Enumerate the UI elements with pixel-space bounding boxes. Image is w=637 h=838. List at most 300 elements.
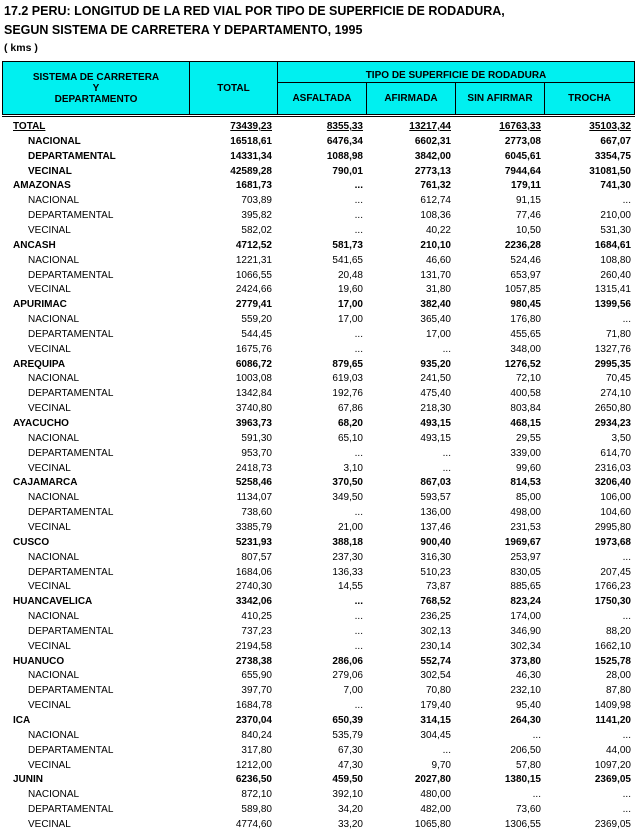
afirmada-cell: 218,30 bbox=[420, 403, 451, 415]
row-label: DEPARTAMENTAL bbox=[28, 744, 114, 756]
afirmada-cell: 1065,80 bbox=[414, 818, 451, 830]
row-label: NACIONAL bbox=[28, 611, 80, 623]
total-cell: 3342,06 bbox=[235, 596, 272, 608]
afirmada-cell: 493,15 bbox=[420, 432, 451, 444]
total-cell: 395,82 bbox=[241, 210, 272, 222]
table-subtitle: SEGUN SISTEMA DE CARRETERA Y DEPARTAMENTO, 1995 bbox=[4, 23, 363, 37]
afirmada-cell: 480,00 bbox=[420, 789, 451, 801]
table-row bbox=[0, 475, 637, 490]
trocha-cell: 1097,20 bbox=[594, 759, 631, 771]
trocha-cell: ... bbox=[622, 789, 631, 801]
afirmada-cell: ... bbox=[442, 744, 451, 756]
trocha-cell: 1409,98 bbox=[594, 700, 631, 712]
asfaltada-cell: 68,20 bbox=[337, 418, 363, 429]
trocha-cell: ... bbox=[622, 611, 631, 623]
row-label: DEPARTAMENTAL bbox=[28, 269, 114, 281]
table-row bbox=[0, 268, 637, 283]
trocha-cell: 1525,78 bbox=[594, 655, 631, 667]
trocha-cell: 31081,50 bbox=[589, 165, 631, 177]
header-sin-afirmar: SIN AFIRMAR bbox=[455, 82, 545, 115]
sin-afirmar-cell: 85,00 bbox=[515, 492, 541, 504]
sin-afirmar-cell: 498,00 bbox=[510, 507, 541, 519]
asfaltada-cell: 8355,33 bbox=[326, 121, 363, 132]
total-cell: 589,80 bbox=[241, 804, 272, 816]
sin-afirmar-cell: 823,24 bbox=[510, 596, 541, 608]
trocha-cell: ... bbox=[622, 804, 631, 816]
row-label: AMAZONAS bbox=[13, 180, 71, 192]
asfaltada-cell: 879,65 bbox=[332, 358, 363, 370]
row-label: TOTAL bbox=[13, 121, 46, 132]
sin-afirmar-cell: 10,50 bbox=[515, 224, 541, 236]
total-cell: 6086,72 bbox=[235, 358, 272, 370]
sin-afirmar-cell: 346,90 bbox=[510, 625, 541, 637]
trocha-cell: 104,60 bbox=[600, 507, 631, 519]
table-row bbox=[0, 520, 637, 535]
row-label: DEPARTAMENTAL bbox=[28, 150, 116, 162]
table-row bbox=[0, 178, 637, 193]
asfaltada-cell: ... bbox=[354, 447, 363, 459]
sin-afirmar-cell: 174,00 bbox=[510, 611, 541, 623]
total-cell: 410,25 bbox=[241, 611, 272, 623]
total-cell: 16518,61 bbox=[230, 135, 272, 147]
header-total: TOTAL bbox=[189, 61, 278, 115]
afirmada-cell: 510,23 bbox=[420, 566, 451, 578]
row-label: NACIONAL bbox=[28, 195, 80, 207]
table-row bbox=[0, 728, 637, 743]
table-row bbox=[0, 743, 637, 758]
trocha-cell: 2650,80 bbox=[594, 403, 631, 415]
asfaltada-cell: 14,55 bbox=[337, 581, 363, 593]
total-cell: 2740,30 bbox=[235, 581, 272, 593]
table-row bbox=[0, 609, 637, 624]
asfaltada-cell: 392,10 bbox=[332, 789, 363, 801]
total-cell: 1681,73 bbox=[235, 180, 272, 192]
sin-afirmar-cell: 1276,52 bbox=[504, 358, 541, 370]
afirmada-cell: 40,22 bbox=[425, 224, 451, 236]
total-cell: 738,60 bbox=[241, 507, 272, 519]
row-label: DEPARTAMENTAL bbox=[28, 566, 114, 578]
sin-afirmar-cell: 1057,85 bbox=[504, 284, 541, 296]
asfaltada-cell: 349,50 bbox=[332, 492, 363, 504]
trocha-cell: 3,50 bbox=[611, 432, 631, 444]
total-cell: 397,70 bbox=[241, 685, 272, 697]
row-label: DEPARTAMENTAL bbox=[28, 447, 114, 459]
afirmada-cell: 131,70 bbox=[420, 269, 451, 281]
asfaltada-cell: 67,86 bbox=[337, 403, 363, 415]
table-row bbox=[0, 505, 637, 520]
trocha-cell: 71,80 bbox=[605, 328, 631, 340]
row-label: NACIONAL bbox=[28, 314, 80, 326]
row-label: DEPARTAMENTAL bbox=[28, 210, 114, 222]
header-sistema: SISTEMA DE CARRETERA Y DEPARTAMENTO bbox=[2, 61, 190, 115]
afirmada-cell: 230,14 bbox=[420, 640, 451, 652]
trocha-cell: 274,10 bbox=[600, 388, 631, 400]
trocha-cell: 1766,23 bbox=[594, 581, 631, 593]
sin-afirmar-cell: 206,50 bbox=[510, 744, 541, 756]
afirmada-cell: 3842,00 bbox=[414, 150, 451, 162]
sin-afirmar-cell: 373,80 bbox=[510, 655, 541, 667]
table-row bbox=[0, 223, 637, 238]
asfaltada-cell: ... bbox=[354, 640, 363, 652]
trocha-cell: 1973,68 bbox=[594, 536, 631, 548]
row-label: APURIMAC bbox=[13, 299, 67, 311]
asfaltada-cell: 581,73 bbox=[332, 239, 363, 251]
afirmada-cell: 137,46 bbox=[420, 521, 451, 533]
trocha-cell: 108,80 bbox=[600, 254, 631, 266]
afirmada-cell: 70,80 bbox=[425, 685, 451, 697]
total-cell: 2194,58 bbox=[235, 640, 272, 652]
afirmada-cell: 73,87 bbox=[425, 581, 451, 593]
trocha-cell: ... bbox=[622, 195, 631, 207]
header-afirmada: AFIRMADA bbox=[366, 82, 456, 115]
table-row bbox=[0, 238, 637, 253]
trocha-cell: 3206,40 bbox=[594, 477, 631, 489]
total-cell: 1342,84 bbox=[235, 388, 272, 400]
row-label: CAJAMARCA bbox=[13, 477, 78, 489]
afirmada-cell: 179,40 bbox=[420, 700, 451, 712]
afirmada-cell: 552,74 bbox=[420, 655, 451, 667]
sin-afirmar-cell: 99,60 bbox=[515, 462, 541, 474]
sin-afirmar-cell: 95,40 bbox=[515, 700, 541, 712]
row-label: JUNIN bbox=[13, 774, 44, 786]
asfaltada-cell: 47,30 bbox=[337, 759, 363, 771]
table-row bbox=[0, 490, 637, 505]
asfaltada-cell: 33,20 bbox=[337, 818, 363, 830]
afirmada-cell: 2027,80 bbox=[414, 774, 451, 786]
asfaltada-cell: 65,10 bbox=[337, 432, 363, 444]
afirmada-cell: 761,32 bbox=[420, 180, 451, 192]
row-label: VECINAL bbox=[28, 165, 72, 177]
asfaltada-cell: ... bbox=[354, 224, 363, 236]
table-row bbox=[0, 698, 637, 713]
table-row bbox=[0, 461, 637, 476]
row-label: VECINAL bbox=[28, 818, 71, 830]
trocha-cell: 2369,05 bbox=[594, 774, 631, 786]
total-cell: 6236,50 bbox=[235, 774, 272, 786]
asfaltada-cell: 286,06 bbox=[332, 655, 363, 667]
sin-afirmar-cell: 1969,67 bbox=[504, 536, 541, 548]
table-row bbox=[0, 772, 637, 787]
asfaltada-cell: 237,30 bbox=[332, 551, 363, 563]
afirmada-cell: 6602,31 bbox=[414, 135, 451, 147]
total-cell: 1221,31 bbox=[235, 254, 272, 266]
afirmada-cell: 136,00 bbox=[420, 507, 451, 519]
sin-afirmar-cell: 264,30 bbox=[510, 715, 541, 726]
afirmada-cell: 9,70 bbox=[431, 759, 451, 771]
afirmada-cell: 304,45 bbox=[420, 729, 451, 741]
row-label: DEPARTAMENTAL bbox=[28, 388, 114, 400]
asfaltada-cell: ... bbox=[354, 343, 363, 355]
total-cell: 3385,79 bbox=[235, 521, 272, 533]
sin-afirmar-cell: 77,46 bbox=[515, 210, 541, 222]
row-label: NACIONAL bbox=[28, 492, 80, 504]
sin-afirmar-cell: 231,53 bbox=[510, 521, 541, 533]
trocha-cell: 2369,05 bbox=[594, 818, 631, 830]
sin-afirmar-cell: 232,10 bbox=[510, 685, 541, 697]
sin-afirmar-cell: 814,53 bbox=[510, 477, 541, 489]
sin-afirmar-cell: 980,45 bbox=[510, 299, 541, 311]
row-label: DEPARTAMENTAL bbox=[28, 507, 114, 519]
table-row bbox=[0, 297, 637, 312]
total-cell: 14331,34 bbox=[230, 150, 272, 162]
asfaltada-cell: ... bbox=[354, 195, 363, 207]
trocha-cell: 1315,41 bbox=[594, 284, 631, 296]
row-label: VECINAL bbox=[28, 284, 71, 296]
trocha-cell: 260,40 bbox=[600, 269, 631, 281]
total-cell: 655,90 bbox=[241, 670, 272, 682]
asfaltada-cell: 619,03 bbox=[332, 373, 363, 385]
total-cell: 5258,46 bbox=[235, 477, 272, 489]
row-label: VECINAL bbox=[28, 759, 71, 771]
afirmada-cell: 475,40 bbox=[420, 388, 451, 400]
total-cell: 2779,41 bbox=[235, 299, 272, 311]
sin-afirmar-cell: 2773,08 bbox=[504, 135, 541, 147]
sin-afirmar-cell: 830,05 bbox=[510, 566, 541, 578]
asfaltada-cell: 388,18 bbox=[332, 536, 363, 548]
afirmada-cell: ... bbox=[442, 343, 451, 355]
table-row bbox=[0, 758, 637, 773]
table-row bbox=[0, 357, 637, 372]
row-label: HUANUCO bbox=[13, 655, 65, 667]
row-label: NACIONAL bbox=[28, 432, 80, 444]
trocha-cell: 70,45 bbox=[605, 373, 631, 385]
row-label: DEPARTAMENTAL bbox=[28, 328, 114, 340]
afirmada-cell: 935,20 bbox=[420, 358, 451, 370]
trocha-cell: 531,30 bbox=[600, 224, 631, 236]
table-row bbox=[0, 535, 637, 550]
asfaltada-cell: 790,01 bbox=[332, 165, 363, 177]
asfaltada-cell: ... bbox=[354, 507, 363, 519]
sin-afirmar-cell: 2236,28 bbox=[504, 239, 541, 251]
total-cell: 73439,23 bbox=[230, 121, 272, 132]
sin-afirmar-cell: 57,80 bbox=[515, 759, 541, 771]
table-row bbox=[0, 787, 637, 802]
row-label: VECINAL bbox=[28, 403, 71, 415]
afirmada-cell: 382,40 bbox=[420, 299, 451, 311]
sin-afirmar-cell: 253,97 bbox=[510, 551, 541, 563]
sin-afirmar-cell: 1306,55 bbox=[504, 818, 541, 830]
trocha-cell: 1662,10 bbox=[594, 640, 631, 652]
total-cell: 1134,07 bbox=[236, 492, 272, 504]
table-title: 17.2 PERU: LONGITUD DE LA RED VIAL POR TIPO DE SUPERFICIE DE RODADURA, bbox=[4, 4, 505, 18]
header-asfaltada: ASFALTADA bbox=[277, 82, 367, 115]
table-row bbox=[0, 446, 637, 461]
table-row bbox=[0, 342, 637, 357]
table-row bbox=[0, 817, 637, 832]
asfaltada-cell: 650,39 bbox=[332, 715, 363, 726]
table-row bbox=[0, 683, 637, 698]
total-cell: 544,45 bbox=[241, 328, 272, 340]
sin-afirmar-cell: ... bbox=[532, 789, 541, 801]
sin-afirmar-cell: 339,00 bbox=[510, 447, 541, 459]
asfaltada-cell: ... bbox=[354, 700, 363, 712]
row-label: NACIONAL bbox=[28, 729, 80, 741]
sin-afirmar-cell: 16763,33 bbox=[499, 121, 541, 132]
sin-afirmar-cell: 455,65 bbox=[510, 328, 541, 340]
total-cell: 807,57 bbox=[241, 551, 272, 563]
afirmada-cell: 210,10 bbox=[420, 239, 451, 251]
trocha-cell: 207,45 bbox=[600, 566, 631, 578]
row-label: CUSCO bbox=[13, 536, 50, 548]
row-label: NACIONAL bbox=[28, 551, 80, 563]
afirmada-cell: 236,25 bbox=[420, 611, 451, 623]
total-cell: 703,89 bbox=[241, 195, 272, 207]
afirmada-cell: 2773,13 bbox=[414, 165, 451, 177]
table-row bbox=[0, 713, 637, 728]
table-row bbox=[0, 565, 637, 580]
table-row bbox=[0, 624, 637, 639]
total-cell: 4712,52 bbox=[235, 239, 272, 251]
sin-afirmar-cell: 179,11 bbox=[510, 180, 541, 192]
table-row bbox=[0, 401, 637, 416]
total-cell: 2370,04 bbox=[235, 715, 272, 726]
row-label: DEPARTAMENTAL bbox=[28, 625, 114, 637]
sin-afirmar-cell: ... bbox=[532, 729, 541, 741]
total-cell: 872,10 bbox=[241, 789, 272, 801]
row-label: ANCASH bbox=[13, 239, 56, 251]
table-row bbox=[0, 253, 637, 268]
afirmada-cell: ... bbox=[442, 462, 451, 474]
afirmada-cell: 302,54 bbox=[420, 670, 451, 682]
trocha-cell: 28,00 bbox=[605, 670, 631, 682]
afirmada-cell: 108,36 bbox=[420, 210, 451, 222]
row-label: DEPARTAMENTAL bbox=[28, 804, 114, 816]
sin-afirmar-cell: 1380,15 bbox=[504, 774, 541, 786]
table-row bbox=[0, 119, 637, 134]
asfaltada-cell: 1088,98 bbox=[326, 150, 363, 162]
total-cell: 2424,66 bbox=[235, 284, 272, 296]
asfaltada-cell: 459,50 bbox=[332, 774, 363, 786]
row-label: ICA bbox=[13, 715, 31, 726]
row-label: NACIONAL bbox=[28, 135, 81, 147]
asfaltada-cell: ... bbox=[354, 625, 363, 637]
sin-afirmar-cell: 885,65 bbox=[510, 581, 541, 593]
total-cell: 5231,93 bbox=[235, 536, 272, 548]
row-label: DEPARTAMENTAL bbox=[28, 685, 114, 697]
trocha-cell: 1684,61 bbox=[594, 239, 631, 251]
sin-afirmar-cell: 72,10 bbox=[515, 373, 541, 385]
total-cell: 582,02 bbox=[241, 224, 272, 236]
row-label: NACIONAL bbox=[28, 670, 80, 682]
sin-afirmar-cell: 803,84 bbox=[510, 403, 541, 415]
afirmada-cell: 612,74 bbox=[420, 195, 451, 207]
row-label: VECINAL bbox=[28, 640, 71, 652]
total-cell: 1212,00 bbox=[235, 759, 272, 771]
trocha-cell: ... bbox=[622, 729, 631, 741]
row-label: HUANCAVELICA bbox=[13, 596, 93, 608]
total-cell: 2738,38 bbox=[235, 655, 272, 667]
total-cell: 1003,08 bbox=[235, 373, 272, 385]
total-cell: 1684,06 bbox=[235, 566, 272, 578]
asfaltada-cell: 541,65 bbox=[332, 254, 363, 266]
sin-afirmar-cell: 91,15 bbox=[515, 195, 541, 207]
sin-afirmar-cell: 46,30 bbox=[515, 670, 541, 682]
asfaltada-cell: ... bbox=[354, 596, 363, 608]
sin-afirmar-cell: 653,97 bbox=[510, 269, 541, 281]
asfaltada-cell: 21,00 bbox=[337, 521, 363, 533]
sin-afirmar-cell: 468,15 bbox=[510, 418, 541, 429]
row-label: VECINAL bbox=[28, 462, 71, 474]
trocha-cell: 210,00 bbox=[600, 210, 631, 222]
asfaltada-cell: ... bbox=[354, 180, 363, 192]
total-cell: 3963,73 bbox=[235, 418, 272, 429]
trocha-cell: 2934,23 bbox=[594, 418, 631, 429]
trocha-cell: ... bbox=[622, 551, 631, 563]
sin-afirmar-cell: 524,46 bbox=[510, 254, 541, 266]
table-row bbox=[0, 654, 637, 669]
row-label: VECINAL bbox=[28, 700, 71, 712]
sin-afirmar-cell: 176,80 bbox=[510, 314, 541, 326]
sin-afirmar-cell: 400,58 bbox=[510, 388, 541, 400]
row-label: AREQUIPA bbox=[13, 358, 66, 370]
trocha-cell: 87,80 bbox=[605, 685, 631, 697]
trocha-cell: 614,70 bbox=[600, 447, 631, 459]
afirmada-cell: 768,52 bbox=[420, 596, 451, 608]
sin-afirmar-cell: 29,55 bbox=[515, 432, 541, 444]
total-cell: 591,30 bbox=[241, 432, 272, 444]
table-row bbox=[0, 327, 637, 342]
unit-label: ( kms ) bbox=[4, 42, 38, 54]
afirmada-cell: 314,15 bbox=[420, 715, 451, 726]
asfaltada-cell: 279,06 bbox=[332, 670, 363, 682]
afirmada-cell: ... bbox=[442, 447, 451, 459]
afirmada-cell: 302,13 bbox=[420, 625, 451, 637]
asfaltada-cell: 7,00 bbox=[343, 685, 363, 697]
asfaltada-cell: 6476,34 bbox=[326, 135, 363, 147]
table-row bbox=[0, 431, 637, 446]
total-cell: 953,70 bbox=[241, 447, 272, 459]
total-cell: 1066,55 bbox=[235, 269, 272, 281]
table-row bbox=[0, 639, 637, 654]
sin-afirmar-cell: 7944,64 bbox=[504, 165, 541, 177]
row-label: AYACUCHO bbox=[13, 418, 69, 429]
total-cell: 317,80 bbox=[241, 744, 272, 756]
asfaltada-cell: 20,48 bbox=[337, 269, 363, 281]
table-row bbox=[0, 594, 637, 609]
asfaltada-cell: 192,76 bbox=[332, 388, 363, 400]
trocha-cell: 667,07 bbox=[600, 135, 631, 147]
total-cell: 1684,78 bbox=[235, 700, 272, 712]
table-row bbox=[0, 208, 637, 223]
table-row bbox=[0, 164, 637, 179]
afirmada-cell: 17,00 bbox=[425, 328, 451, 340]
asfaltada-cell: 3,10 bbox=[343, 462, 363, 474]
table-row bbox=[0, 193, 637, 208]
total-cell: 4774,60 bbox=[235, 818, 272, 830]
total-cell: 559,20 bbox=[241, 314, 272, 326]
afirmada-cell: 867,03 bbox=[420, 477, 451, 489]
sin-afirmar-cell: 348,00 bbox=[510, 343, 541, 355]
table-row bbox=[0, 386, 637, 401]
afirmada-cell: 316,30 bbox=[420, 551, 451, 563]
total-cell: 840,24 bbox=[241, 729, 272, 741]
table-row bbox=[0, 668, 637, 683]
trocha-cell: 741,30 bbox=[600, 180, 631, 192]
trocha-cell: 1141,20 bbox=[595, 715, 631, 726]
table-row bbox=[0, 312, 637, 327]
row-label: VECINAL bbox=[28, 521, 71, 533]
afirmada-cell: 482,00 bbox=[420, 804, 451, 816]
trocha-cell: 1327,76 bbox=[594, 343, 631, 355]
table-row bbox=[0, 282, 637, 297]
asfaltada-cell: 34,20 bbox=[337, 804, 363, 816]
afirmada-cell: 241,50 bbox=[420, 373, 451, 385]
afirmada-cell: 13217,44 bbox=[409, 121, 451, 132]
afirmada-cell: 31,80 bbox=[425, 284, 451, 296]
trocha-cell: 44,00 bbox=[605, 744, 631, 756]
asfaltada-cell: ... bbox=[354, 210, 363, 222]
trocha-cell: 106,00 bbox=[600, 492, 631, 504]
